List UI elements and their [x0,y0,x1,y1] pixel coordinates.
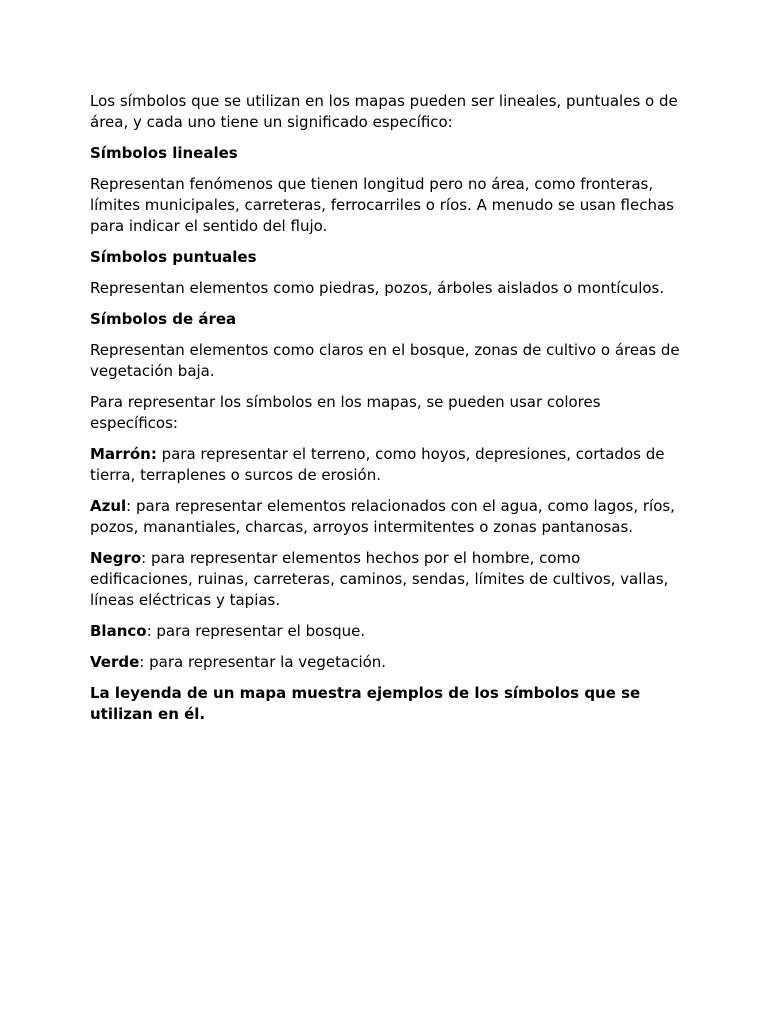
conclusion-paragraph: La leyenda de un mapa muestra ejemplos de los símbolos que se utilizan en él. [90,684,641,723]
color-desc-verde: : para representar la vegetación. [139,653,387,671]
paragraph-area: Representan elementos como claros en el bosque, zonas de cultivo o áreas de vegetación baja. [90,341,680,380]
color-term-negro: Negro [90,549,142,567]
colors-intro-paragraph: Para representar los símbolos en los mapas, se pueden usar colores específicos: [90,393,601,432]
color-desc-marron: para representar el terreno, como hoyos, depresiones, cortados de tierra, terraplenes o surcos de erosión. [90,445,665,484]
color-item-verde [90,652,685,673]
heading-area: Símbolos de área [90,310,237,328]
heading-lineales: Símbolos lineales [90,144,238,162]
intro-paragraph: Los símbolos que se utilizan en los mapas pueden ser lineales, puntuales o de área, y cada uno tiene un significado específico: [90,92,678,131]
color-item-azul [90,496,685,538]
color-item-blanco [90,621,685,642]
color-term-verde: Verde [90,653,140,671]
color-desc-blanco: : para representar el bosque. [146,622,366,640]
color-item-marron [90,444,685,486]
paragraph-puntuales: Representan elementos como piedras, pozos, árboles aislados o montículos. [90,279,665,297]
color-item-negro [90,548,685,611]
heading-puntuales: Símbolos puntuales [90,248,257,266]
paragraph-lineales: Representan fenómenos que tienen longitud pero no área, como fronteras, límites municipales, carreteras, ferrocarriles o ríos. A menudo se usan flechas para indicar el sentido del flujo. [90,175,674,235]
color-term-marron: Marrón: [90,445,157,463]
document-page [90,91,685,735]
color-term-blanco: Blanco [90,622,147,640]
color-desc-negro: : para representar elementos hechos por el hombre, como edificaciones, ruinas, carreteras, caminos, sendas, límites de cultivos, vallas, líneas eléctricas y tapias. [90,549,669,609]
color-desc-azul: : para representar elementos relacionados con el agua, como lagos, ríos, pozos, manantiales, charcas, arroyos intermitentes o zonas pantanosas. [90,497,675,536]
color-term-azul: Azul [90,497,127,515]
